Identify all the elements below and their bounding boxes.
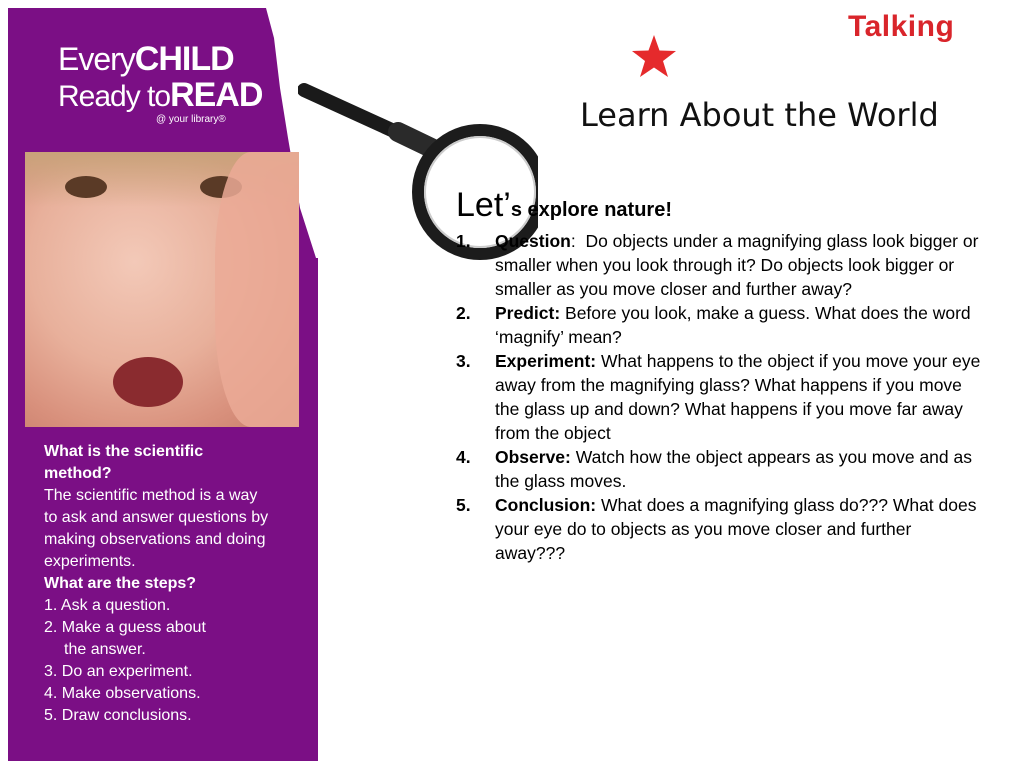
step-number: 5. <box>456 495 471 515</box>
sidebar-heading: What are the steps? <box>44 575 197 592</box>
step-item <box>456 349 986 445</box>
sidebar-text-line: 2. Make a guess about <box>44 619 206 636</box>
page-title: Learn About the World <box>580 96 939 134</box>
talking-brand-logo: Talking <box>848 10 955 43</box>
step-separator: : <box>570 231 586 251</box>
step-item <box>456 445 986 493</box>
step-body <box>495 445 986 493</box>
step-label: Conclusion: <box>495 495 597 515</box>
step-item <box>456 229 986 301</box>
step-label: Observe: <box>495 447 571 467</box>
step-body <box>495 493 986 565</box>
sidebar-heading: What is the scientific method? <box>44 443 204 482</box>
sidebar-text-line: 4. Make observations. <box>44 685 201 702</box>
step-body <box>495 301 986 349</box>
scientific-method-sidebar-text <box>44 441 274 727</box>
step-number: 3. <box>456 351 471 371</box>
step-text: Watch how the object appears as you move and as the glass moves. <box>495 447 972 491</box>
step-body <box>495 229 986 301</box>
step-text: Before you look, make a guess. What does the word ‘magnify’ mean? <box>495 303 971 347</box>
step-label: Predict: <box>495 303 561 323</box>
sidebar-text-line: 3. Do an experiment. <box>44 663 193 680</box>
step-text: What happens to the object if you move your eye away from the magnifying glass? What happens if you move the glass up and down? What happens if you move far away from the object <box>495 351 981 443</box>
section-heading: Let’s explore nature! <box>456 186 672 224</box>
sidebar-text-line: 1. Ask a question. <box>44 597 171 614</box>
step-item <box>456 493 986 565</box>
steps-list <box>456 229 986 565</box>
step-number: 4. <box>456 447 471 467</box>
step-label: Experiment: <box>495 351 597 371</box>
step-text: Do objects under a magnifying glass look bigger or smaller when you look through it? Do objects look bigger or smaller as you move closer and further away? <box>495 231 979 299</box>
sidebar-text-line: the answer. <box>64 641 146 658</box>
sidebar-text-line: 5. Draw conclusions. <box>44 707 192 724</box>
step-text: What does a magnifying glass do??? What does your eye do to objects as you move closer and further away??? <box>495 495 977 563</box>
step-body <box>495 349 986 445</box>
star-icon <box>630 33 678 81</box>
sidebar-text-line: The scientific method is a way to ask and answer questions by making observations and doing experiments. <box>44 487 269 570</box>
step-number: 2. <box>456 303 471 323</box>
step-label: Question <box>495 231 571 251</box>
every-child-ready-to-read-logo: EveryCHILD Ready toREAD @ your library® <box>58 40 263 125</box>
step-item <box>456 301 986 349</box>
child-photo <box>25 152 299 427</box>
step-number: 1. <box>456 231 471 251</box>
main-content <box>456 186 986 565</box>
